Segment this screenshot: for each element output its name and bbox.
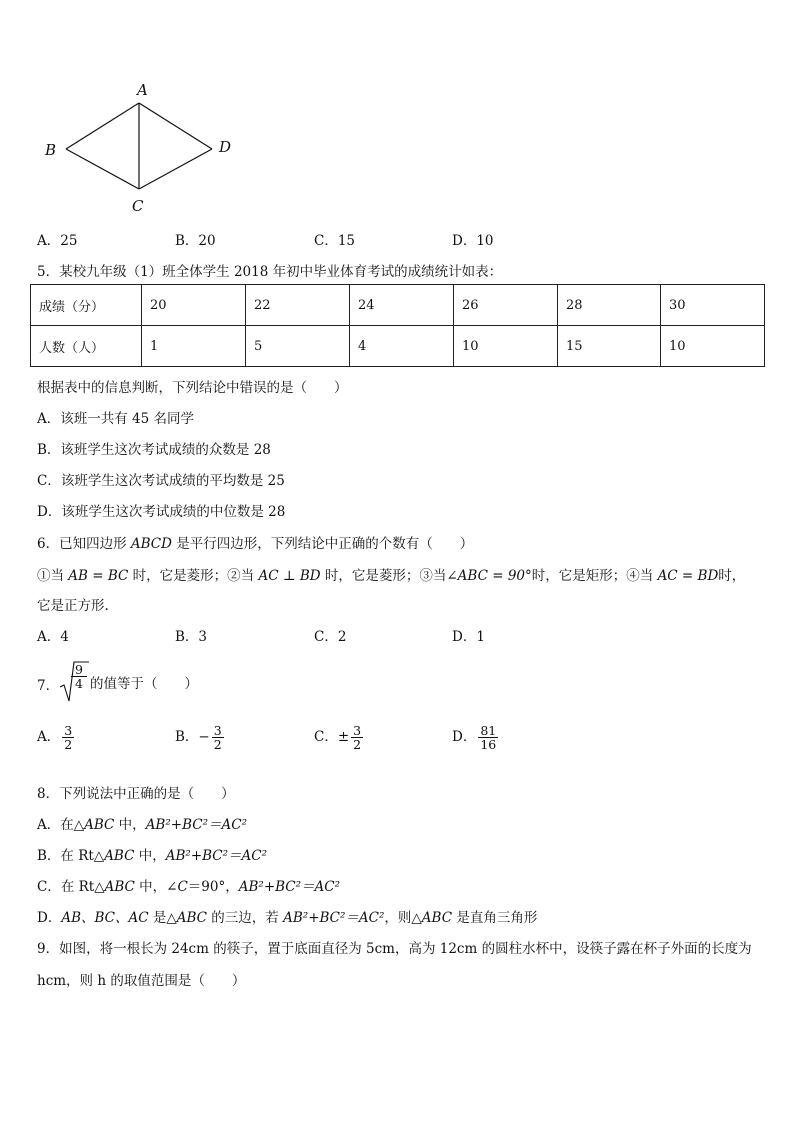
q5-question: 根据表中的信息判断，下列结论中错误的是（ ） (37, 380, 348, 396)
q6-option-d[interactable]: D．1 (452, 629, 485, 645)
vertex-label-b: B (45, 141, 57, 159)
q7-option-b[interactable]: B．− $\frac{3}{2}$ (175, 723, 222, 753)
table-cell: 10 (661, 326, 765, 367)
table-cell: 26 (454, 285, 558, 326)
q8-option-d[interactable]: D．AB、BC、AC 是△ABC 的三边，若 AB²+BC²＝AC²，则△ABC 是直角三角形 (37, 910, 538, 926)
q6-conditions: ①当 AB = BC 时，它是菱形；②当 AC ⊥ BD 时，它是菱形；③当∠ABC = 90°时，它是矩形；④当 AC = BD时， (37, 568, 746, 584)
table-row (31, 326, 765, 367)
q5-stem: 5．某校九年级（1）班全体学生 2018 年初中毕业体育考试的成绩统计如表： (37, 264, 503, 280)
q8-option-c[interactable]: C．在 Rt△ABC 中，∠C＝90°，AB²+BC²＝AC² (37, 879, 341, 895)
q7-option-c[interactable]: C．± $\frac{3}{2}$ (314, 723, 362, 753)
rhombus-figure (30, 75, 260, 220)
q8-option-a[interactable]: A．在△ABC 中，AB²+BC²＝AC² (37, 817, 247, 833)
vertex-label-a: A (137, 81, 148, 99)
table-row-header: 成绩（分） (31, 285, 142, 326)
edge-dc (139, 149, 212, 189)
score-table (30, 284, 765, 367)
table-cell: 4 (350, 326, 454, 367)
fraction: $\frac{3}{2}$ (64, 723, 73, 753)
q8-option-b[interactable]: B．在 Rt△ABC 中，AB²+BC²＝AC² (37, 848, 268, 864)
edge-ab (66, 103, 139, 149)
q6-option-a[interactable]: A．4 (37, 629, 69, 645)
edge-bc (66, 149, 139, 189)
table-cell: 15 (558, 326, 661, 367)
q9-line1: 9．如图，将一根长为 24cm 的筷子，置于底面直径为 5cm，高为 12cm 的圆柱水杯中，设筷子露在杯子外面的长度为 (37, 941, 752, 957)
q4-option-b[interactable]: B．20 (175, 233, 216, 249)
q7-radicand-numerator: 9 (71, 663, 87, 677)
q5-option-c[interactable]: C．该班学生这次考试成绩的平均数是 25 (37, 473, 285, 489)
q8-stem: 8．下列说法中正确的是（ ） (37, 786, 235, 802)
table-cell: 24 (350, 285, 454, 326)
q7-option-a[interactable]: A． $\frac{3}{2}$ (37, 723, 73, 753)
edge-ad (139, 103, 212, 149)
fraction: $\frac{81}{16}$ (480, 723, 497, 753)
q6-option-b[interactable]: B．3 (175, 629, 208, 645)
table-cell: 22 (246, 285, 350, 326)
table-cell: 30 (661, 285, 765, 326)
table-cell: 5 (246, 326, 350, 367)
table-cell: 10 (454, 326, 558, 367)
q9-line2: hcm，则 h 的取值范围是（ ） (37, 973, 246, 989)
table-cell: 20 (142, 285, 246, 326)
q7-radicand (71, 663, 87, 690)
vertex-label-d: D (219, 138, 232, 156)
q7-radicand-denominator: 4 (75, 676, 83, 692)
q4-option-a[interactable]: A．25 (37, 233, 78, 249)
fraction: $\frac{3}{2}$ (213, 723, 222, 753)
q5-option-d[interactable]: D．该班学生这次考试成绩的中位数是 28 (37, 504, 286, 520)
q6-stem: 6．已知四边形 ABCD 是平行四边形，下列结论中正确的个数有（ ） (37, 536, 474, 552)
q7-option-d[interactable]: D． $\frac{81}{16}$ (452, 723, 497, 753)
table-cell: 1 (142, 326, 246, 367)
q5-option-a[interactable]: A．该班一共有 45 名同学 (37, 411, 195, 427)
q5-option-b[interactable]: B．该班学生这次考试成绩的众数是 28 (37, 442, 271, 458)
q7-suffix: 的值等于（ ） (90, 676, 198, 692)
q6-option-c[interactable]: C．2 (314, 629, 347, 645)
q4-option-c[interactable]: C．15 (314, 233, 356, 249)
table-cell: 28 (558, 285, 661, 326)
fraction: $\frac{3}{2}$ (353, 723, 362, 753)
table-row-header: 人数（人） (31, 326, 142, 367)
q6-line2: 它是正方形. (37, 598, 109, 614)
q7-number: 7． (37, 678, 60, 694)
q4-option-d[interactable]: D．10 (452, 233, 494, 249)
vertex-label-c: C (132, 197, 144, 215)
table-row (31, 285, 765, 326)
